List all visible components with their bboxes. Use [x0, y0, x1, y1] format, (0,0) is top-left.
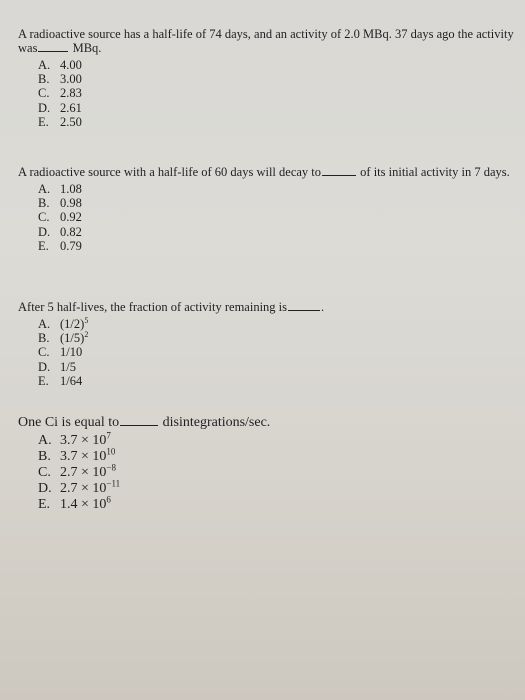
question-1-stem-suffix: MBq. [72, 41, 102, 55]
option-base: 3.7 × 10 [60, 449, 107, 464]
option-b [38, 196, 518, 210]
question-4-stem-text: One Ci is equal to [18, 415, 120, 430]
option-exponent: 10 [106, 446, 116, 457]
option-base: 1.4 × 10 [60, 497, 107, 512]
option-exponent: 5 [84, 315, 89, 325]
option-text: 2.50 [60, 114, 82, 129]
option-text: 0.82 [60, 224, 82, 239]
question-2-options [38, 182, 518, 253]
option-c [38, 86, 518, 100]
option-b [38, 72, 518, 86]
question-1-stem-text: A radioactive source has a half-life of 74 days, and an activity of 2.0 MBq. 37 days ago the activity was [18, 27, 514, 55]
option-e [38, 374, 518, 388]
option-d [38, 225, 518, 239]
question-2-stem-suffix: of its initial activity in 7 days. [360, 165, 510, 179]
question-3-stem-text: After 5 half-lives, the fraction of activity remaining is [18, 300, 288, 314]
option-c [38, 210, 518, 224]
option-exponent: −8 [106, 462, 116, 473]
option-letter: E. [38, 114, 49, 129]
question-1 [18, 27, 518, 129]
option-exponent: 6 [106, 494, 111, 505]
option-base: 3.7 × 10 [60, 433, 107, 448]
option-letter: E. [38, 497, 51, 512]
option-base: (1/2) [60, 317, 85, 331]
answer-blank [288, 300, 320, 311]
question-2-stem-text: A radioactive source with a half-life of 60 days will decay to [18, 165, 322, 179]
option-a [38, 58, 518, 72]
option-letter: E. [38, 373, 49, 388]
question-4-stem-suffix: disintegrations/sec. [162, 415, 271, 430]
question-3-options [38, 317, 518, 388]
option-text: 2.83 [60, 86, 82, 101]
option-letter: B. [38, 196, 50, 211]
answer-blank [322, 165, 356, 176]
option-text: 1.08 [60, 182, 82, 196]
option-base: 2.7 × 10 [60, 465, 107, 480]
option-letter: D. [38, 481, 52, 496]
option-letter: D. [38, 359, 51, 374]
option-base: (1/5) [60, 331, 85, 346]
answer-blank [120, 415, 158, 426]
option-text: 1/64 [60, 373, 83, 388]
option-d [38, 360, 518, 374]
option-b [38, 331, 518, 345]
option-base: 2.7 × 10 [60, 481, 107, 496]
question-3 [18, 300, 518, 388]
question-2 [18, 165, 518, 253]
option-c [38, 345, 518, 359]
question-1-stem [18, 27, 518, 55]
option-letter: D. [38, 100, 51, 115]
question-2-stem [18, 165, 518, 179]
option-letter: B. [38, 449, 51, 464]
option-e [38, 239, 518, 253]
question-4 [18, 415, 518, 513]
option-exponent: 7 [106, 430, 111, 441]
option-letter: A. [38, 433, 52, 448]
option-letter: C. [38, 345, 50, 360]
option-a [38, 317, 518, 331]
question-4-options [38, 430, 518, 513]
option-letter: A. [38, 58, 51, 72]
option-letter: E. [38, 238, 49, 253]
option-text: 2.61 [60, 100, 82, 115]
option-letter: B. [38, 331, 50, 346]
question-3-stem [18, 300, 518, 314]
option-text: 0.92 [60, 210, 82, 225]
option-letter: C. [38, 465, 51, 480]
option-letter: C. [38, 210, 50, 225]
option-text: 3.00 [60, 72, 82, 87]
option-text: 1/5 [60, 359, 76, 374]
question-1-options [38, 58, 518, 129]
option-a [38, 182, 518, 196]
option-e [38, 115, 518, 129]
option-text: 0.79 [60, 238, 82, 253]
option-letter: A. [38, 317, 51, 331]
option-letter: B. [38, 72, 50, 87]
question-3-stem-suffix: . [321, 300, 325, 314]
option-exponent: −11 [106, 478, 121, 489]
option-text: 4.00 [60, 58, 82, 72]
option-letter: D. [38, 224, 51, 239]
option-letter: A. [38, 182, 51, 196]
option-exponent: 2 [84, 330, 89, 340]
option-text: 0.98 [60, 196, 82, 211]
option-letter: C. [38, 86, 50, 101]
option-text: 1/10 [60, 345, 83, 360]
answer-blank [38, 41, 68, 52]
option-d [38, 101, 518, 115]
question-4-stem [18, 415, 518, 430]
option-e [38, 494, 518, 513]
